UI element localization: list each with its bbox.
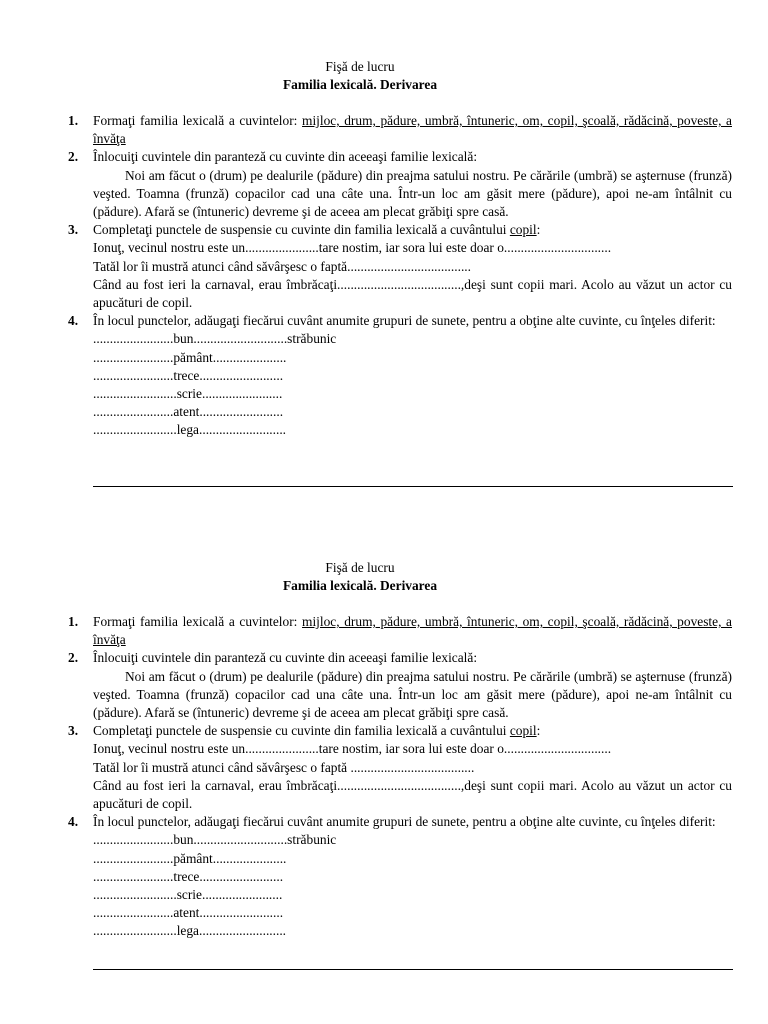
exercise-instruction: În locul punctelor, adăugaţi fiecărui cuvânt anumite grupuri de sunete, pentru a obţine alte cuvinte, cu înţeles diferit: [93,814,716,830]
divider-line [93,969,733,970]
worksheet-2 [0,559,768,999]
word-line: .........................scrie........................ [93,386,283,402]
word-line: .........................lega.......................... [93,422,287,438]
worksheet-header [0,58,720,94]
word-line: ........................trece......................... [93,868,284,884]
exercise-number: 4. [68,313,79,329]
exercise-instruction: Formaţi familia lexicală a cuvintelor: [93,614,303,629]
word-line: ........................pământ...................... [93,850,287,866]
worksheet-subtitle: Familia lexicală. Derivarea [282,77,438,92]
exercise-number: 1. [68,113,79,128]
exercise-number: 2. [68,149,79,165]
exercise-4 [68,312,732,439]
keyword: copil [509,222,537,238]
exercise-list [68,112,732,440]
exercise-instruction: În locul punctelor, adăugaţi fiecărui cuvânt anumite grupuri de sunete, pentru a obţine alte cuvinte, cu înţeles diferit: [93,313,716,329]
exercise-number: 3. [68,222,79,238]
exercise-2 [68,148,732,221]
worksheet-header [0,559,720,595]
fill-line: Ionuţ, vecinul nostru este un......................tare nostim, iar sora lui este doar o................................ [93,240,612,256]
colon: : [536,723,541,739]
word-line: ........................atent......................... [93,404,284,420]
exercise-instruction: Înlocuiţi cuvintele din paranteză cu cuvinte din aceeaşi familie lexicală: [93,149,478,165]
exercise-1 [68,613,732,649]
exercise-instruction: Completaţi punctele de suspensie cu cuvinte din familia lexicală a cuvântului [93,723,510,739]
word-line: ........................atent......................... [93,905,284,921]
exercise-instruction: Înlocuiţi cuvintele din paranteză cu cuvinte din aceeaşi familie lexicală: [93,650,478,666]
word-line: ........................pământ...................... [93,349,287,365]
word-line: .........................scrie........................ [93,887,283,903]
fill-line: Când au fost ieri la carnaval, erau îmbrăcaţi.....................................,deşi sunt copii mari. Acolo au văzut un actor cu apucături de copil. [93,276,732,311]
divider-line [93,486,733,487]
worksheet-subtitle: Familia lexicală. Derivarea [282,578,438,593]
worksheet-1 [0,58,768,498]
exercise-text: Noi am făcut o (drum) pe dealurile (pădure) din preajma satului nostru. Pe cărările (umbră) se aşternuse (frunză) veşted. Toamna (frunză) copacilor cad una câte una. Într-un loc am găsit mere (pădure), apoi ne-am întâlnit cu (pădure). Afară se (întuneric) devreme şi de aceea am plecat grăbiţi spre casă. [93,668,732,721]
word-list: mijloc, drum, pădure, umbră, întuneric, om, copil, şcoală, rădăcină, poveste, a învăţa [93,614,732,648]
fill-line: Tatăl lor îi mustră atunci când săvârşesc o faptă..................................... [93,258,471,274]
exercise-number: 1. [68,614,79,629]
exercise-number: 2. [68,650,79,666]
exercise-1 [68,112,732,148]
exercise-3 [68,722,732,813]
keyword: copil [509,723,537,739]
exercise-number: 4. [68,814,79,830]
exercise-text: Noi am făcut o (drum) pe dealurile (pădure) din preajma satului nostru. Pe cărările (umbră) se aşternuse (frunză) veşted. Toamna (frunză) copacilor cad una câte una. Într-un loc am găsit mere (pădure), apoi ne-am întâlnit cu (pădure). Afară se (întuneric) devreme şi de aceea am plecat grăbiţi spre casă. [93,167,732,220]
exercise-instruction: Completaţi punctele de suspensie cu cuvinte din familia lexicală a cuvântului [93,222,510,238]
fill-line: Tatăl lor îi mustră atunci când săvârşesc o faptă ..................................... [93,759,475,775]
worksheet-title: Fişă de lucru [325,560,395,575]
exercise-2 [68,649,732,722]
colon: : [536,222,541,238]
fill-line: Ionuţ, vecinul nostru este un......................tare nostim, iar sora lui este doar o................................ [93,741,612,757]
exercise-instruction: Formaţi familia lexicală a cuvintelor: [93,113,303,128]
word-line: ........................bun............................străbunic [93,331,337,347]
exercise-list [68,613,732,941]
exercise-number: 3. [68,723,79,739]
fill-line: Când au fost ieri la carnaval, erau îmbrăcaţi.....................................,deşi sunt copii mari. Acolo au văzut un actor cu apucături de copil. [93,777,732,812]
word-line: .........................lega.......................... [93,923,287,939]
word-line: ........................trece......................... [93,367,284,383]
worksheet-title: Fişă de lucru [325,59,395,74]
exercise-4 [68,813,732,940]
exercise-3 [68,221,732,312]
word-list: mijloc, drum, pădure, umbră, întuneric, om, copil, şcoală, rădăcină, poveste, a învăţa [93,113,732,147]
word-line: ........................bun............................străbunic [93,832,337,848]
